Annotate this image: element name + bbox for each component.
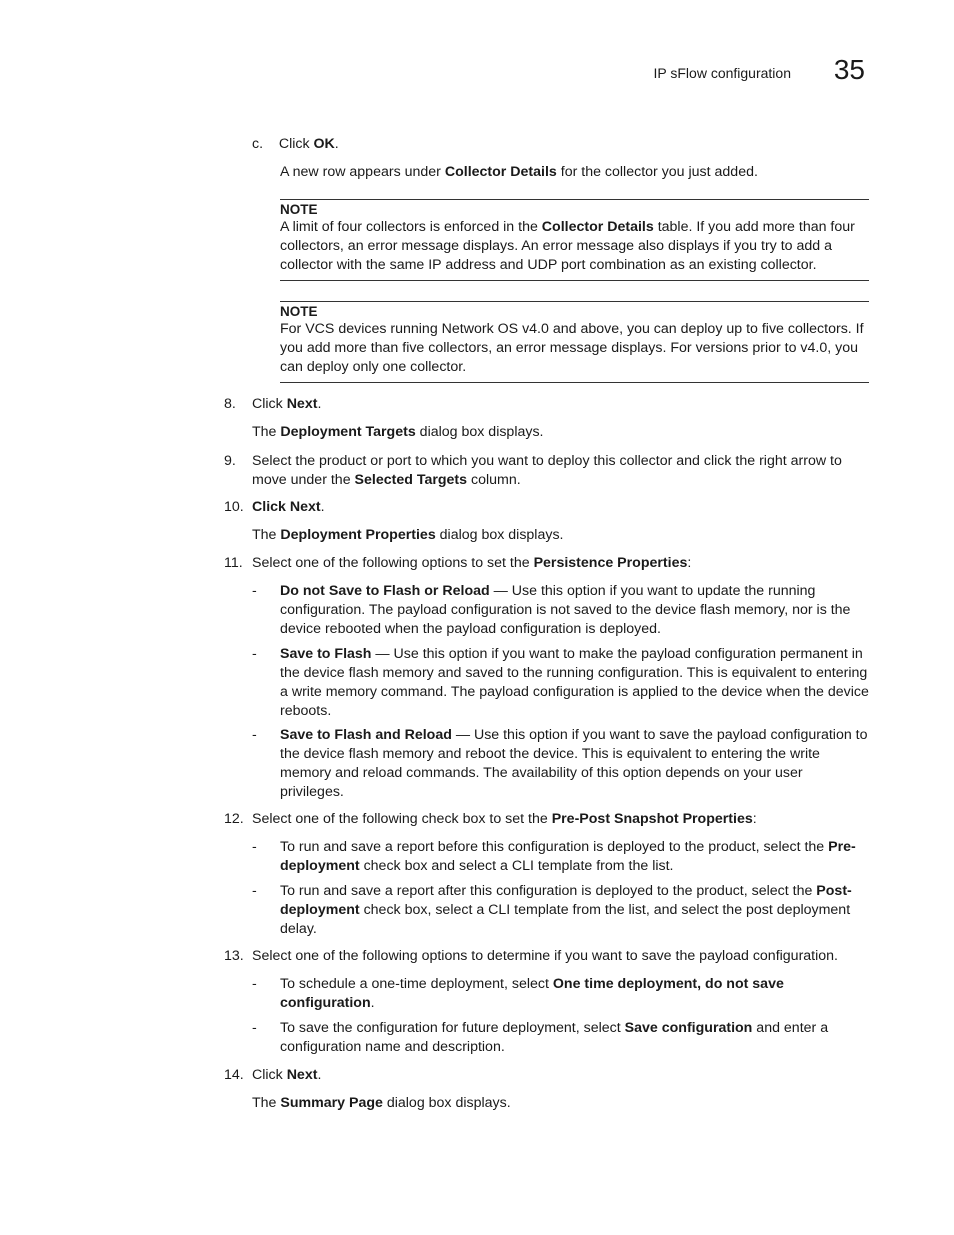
step-number: 12.: [224, 811, 244, 827]
note-heading: NOTE: [280, 202, 318, 217]
bullet-dash: -: [252, 583, 257, 599]
step-11-text: Select one of the following options to set the Persistence Properties:: [252, 555, 692, 571]
step-14-text: Click Next.: [252, 1067, 322, 1083]
step-8-text: Click Next.: [252, 396, 322, 412]
list-item: To save the configuration for future deployment, select Save configuration and enter a configuration name and description.: [280, 1020, 829, 1055]
list-item: Save to Flash and Reload — Use this option if you want to save the payload configuration to the device flash memory and reboot the device. This is equivalent to entering the write memory and reload commands. The availability of this option depends on your user privileges.: [280, 727, 868, 800]
list-item: To run and save a report after this configuration is deployed to the product, select the Post-deployment check box, select a CLI template from the list, and select the post deployment delay.: [280, 883, 852, 937]
step-number: 11.: [224, 555, 243, 571]
list-item: Save to Flash — Use this option if you want to make the payload configuration permanent in the device flash memory and saved to the running configuration. This is equivalent to entering a write memory command. The payload configuration is applied to the device when the device reboots.: [280, 646, 869, 719]
bullet-dash: -: [252, 883, 257, 899]
step-number: 9.: [224, 453, 236, 469]
step-number: 13.: [224, 948, 244, 964]
note-box-collector-limit: [280, 199, 869, 281]
bullet-dash: -: [252, 646, 257, 662]
running-header-title: IP sFlow configuration: [653, 65, 791, 81]
step-c-result: A new row appears under Collector Details for the collector you just added.: [280, 164, 758, 180]
step-10-result: The Deployment Properties dialog box displays.: [252, 527, 564, 543]
list-item: To run and save a report before this configuration is deployed to the product, select the Pre-deployment check box and select a CLI template from the list.: [280, 839, 856, 874]
step-8-result: The Deployment Targets dialog box displays.: [252, 424, 544, 440]
list-item: Do not Save to Flash or Reload — Use this option if you want to update the running configuration. The payload configuration is not saved to the device flash memory, nor is the device rebooted when the payload configuration is deployed.: [280, 583, 851, 637]
note-box-vcs-devices: [280, 301, 869, 383]
step-number: 8.: [224, 396, 236, 412]
step-marker: c.: [252, 136, 264, 152]
step-13-text: Select one of the following options to determine if you want to save the payload configuration.: [252, 948, 838, 964]
note-body: A limit of four collectors is enforced in the Collector Details table. If you add more than four collectors, an error message displays. An error message also displays if you try to add a collector with the same IP address and UDP port combination as an existing collector.: [280, 219, 855, 273]
ok-term: OK: [313, 136, 335, 152]
bullet-dash: -: [252, 727, 257, 743]
list-item: To schedule a one-time deployment, select One time deployment, do not save configuration.: [280, 976, 784, 1011]
step-10-text: Click Next.: [252, 499, 325, 515]
step-14-result: The Summary Page dialog box displays.: [252, 1095, 511, 1111]
step-9-text: Select the product or port to which you want to deploy this collector and click the right arrow to move under the Selected Targets column.: [252, 453, 842, 488]
bullet-dash: -: [252, 839, 257, 855]
step-number: 14.: [224, 1067, 244, 1083]
step-number: 10.: [224, 499, 244, 515]
bullet-dash: -: [252, 976, 257, 992]
bullet-dash: -: [252, 1020, 257, 1036]
chapter-number: 35: [833, 54, 865, 85]
step-12-text: Select one of the following check box to set the Pre-Post Snapshot Properties:: [252, 811, 757, 827]
note-body: For VCS devices running Network OS v4.0 and above, you can deploy up to five collectors. If you add more than five collectors, an error message displays. For versions prior to v4.0, you can deploy only one collector.: [280, 321, 864, 375]
note-heading: NOTE: [280, 304, 318, 319]
